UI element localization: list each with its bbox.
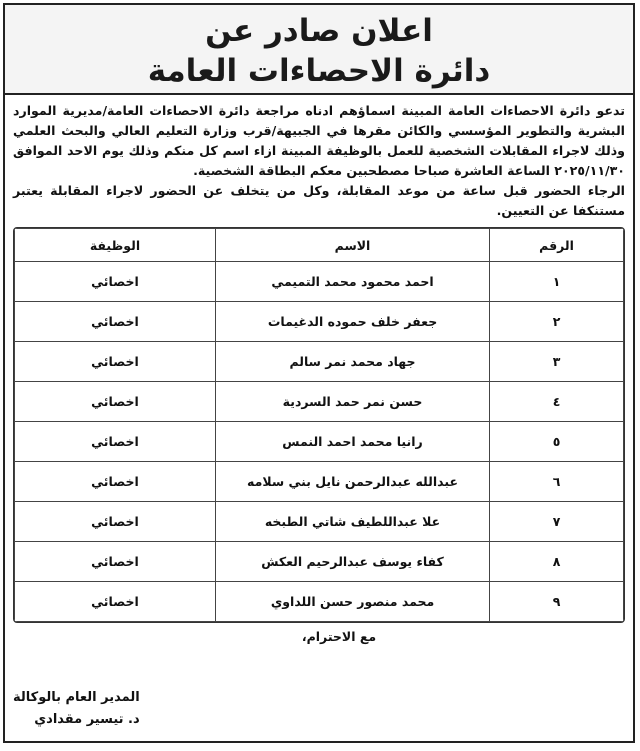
table-row [15, 582, 624, 622]
table-row [15, 542, 624, 582]
announcement-header [5, 5, 633, 95]
row-number: ٦ [490, 462, 624, 502]
candidates-table-wrapper [13, 227, 625, 623]
table-row [15, 462, 624, 502]
row-name: عبدالله عبدالرحمن نايل بني سلامه [215, 462, 489, 502]
row-name: جهاد محمد نمر سالم [215, 342, 489, 382]
row-job: اخصائي [15, 302, 216, 342]
row-number: ٨ [490, 542, 624, 582]
header-title-line2: دائرة الاحصاءات العامة [147, 53, 491, 89]
row-job: اخصائي [15, 342, 216, 382]
table-row [15, 342, 624, 382]
row-number: ٣ [490, 342, 624, 382]
row-job: اخصائي [15, 422, 216, 462]
row-name: احمد محمود محمد التميمي [215, 262, 489, 302]
candidates-table [14, 228, 624, 622]
announcement-body [5, 95, 633, 221]
row-job: اخصائي [15, 582, 216, 622]
table-row [15, 262, 624, 302]
table-row [15, 422, 624, 462]
row-number: ٩ [490, 582, 624, 622]
row-job: اخصائي [15, 542, 216, 582]
row-name: رانيا محمد احمد النمس [215, 422, 489, 462]
header-name: الاسم [215, 229, 489, 262]
header-title-line1: اعلان صادر عن [205, 13, 433, 49]
body-paragraph-invitation: تدعو دائرة الاحصاءات العامة المبينة اسماؤهم ادناه مراجعة دائرة الاحصاءات العامة/مديرية الموارد البشرية والتطوير المؤسسي والكائن مقرها في الجبيهة/قرب وزارة التعليم العالي والبحث العلمي وذلك لاجراء المقابلات الشخصية للعمل بالوظيفة المبينة ازاء اسم كل منكم وذلك يوم الاحد الموافق ٢٠٢٥/١١/٣٠ الساعة العاشرة صباحا مصطحبين معكم البطاقة الشخصية. [13, 103, 625, 178]
row-number: ٢ [490, 302, 624, 342]
table-row [15, 302, 624, 342]
body-paragraph-instructions: الرجاء الحضور قبل ساعة من موعد المقابلة، وكل من يتخلف عن الحضور لاجراء المقابلة يعتبر مستنكفا عن التعيين. [13, 183, 625, 218]
table-header-row [15, 229, 624, 262]
signer-name: د. تيسير مقدادي [34, 712, 140, 727]
row-number: ٧ [490, 502, 624, 542]
row-job: اخصائي [15, 462, 216, 502]
table-row [15, 502, 624, 542]
table-row [15, 382, 624, 422]
signer-title: المدير العام بالوكالة [13, 690, 140, 705]
row-name: محمد منصور حسن اللداوي [215, 582, 489, 622]
signature-block [13, 687, 140, 731]
header-job: الوظيفة [15, 229, 216, 262]
row-name: جعفر خلف حموده الدغيمات [215, 302, 489, 342]
announcement-page [3, 3, 635, 743]
row-job: اخصائي [15, 262, 216, 302]
row-job: اخصائي [15, 502, 216, 542]
row-name: حسن نمر حمد السردية [215, 382, 489, 422]
row-name: علا عبداللطيف شاتي الطبخه [215, 502, 489, 542]
row-number: ٤ [490, 382, 624, 422]
row-name: كفاء يوسف عبدالرحيم العكش [215, 542, 489, 582]
closing-regards: مع الاحترام، [301, 629, 377, 644]
row-number: ٥ [490, 422, 624, 462]
row-number: ١ [490, 262, 624, 302]
row-job: اخصائي [15, 382, 216, 422]
header-number: الرقم [490, 229, 624, 262]
